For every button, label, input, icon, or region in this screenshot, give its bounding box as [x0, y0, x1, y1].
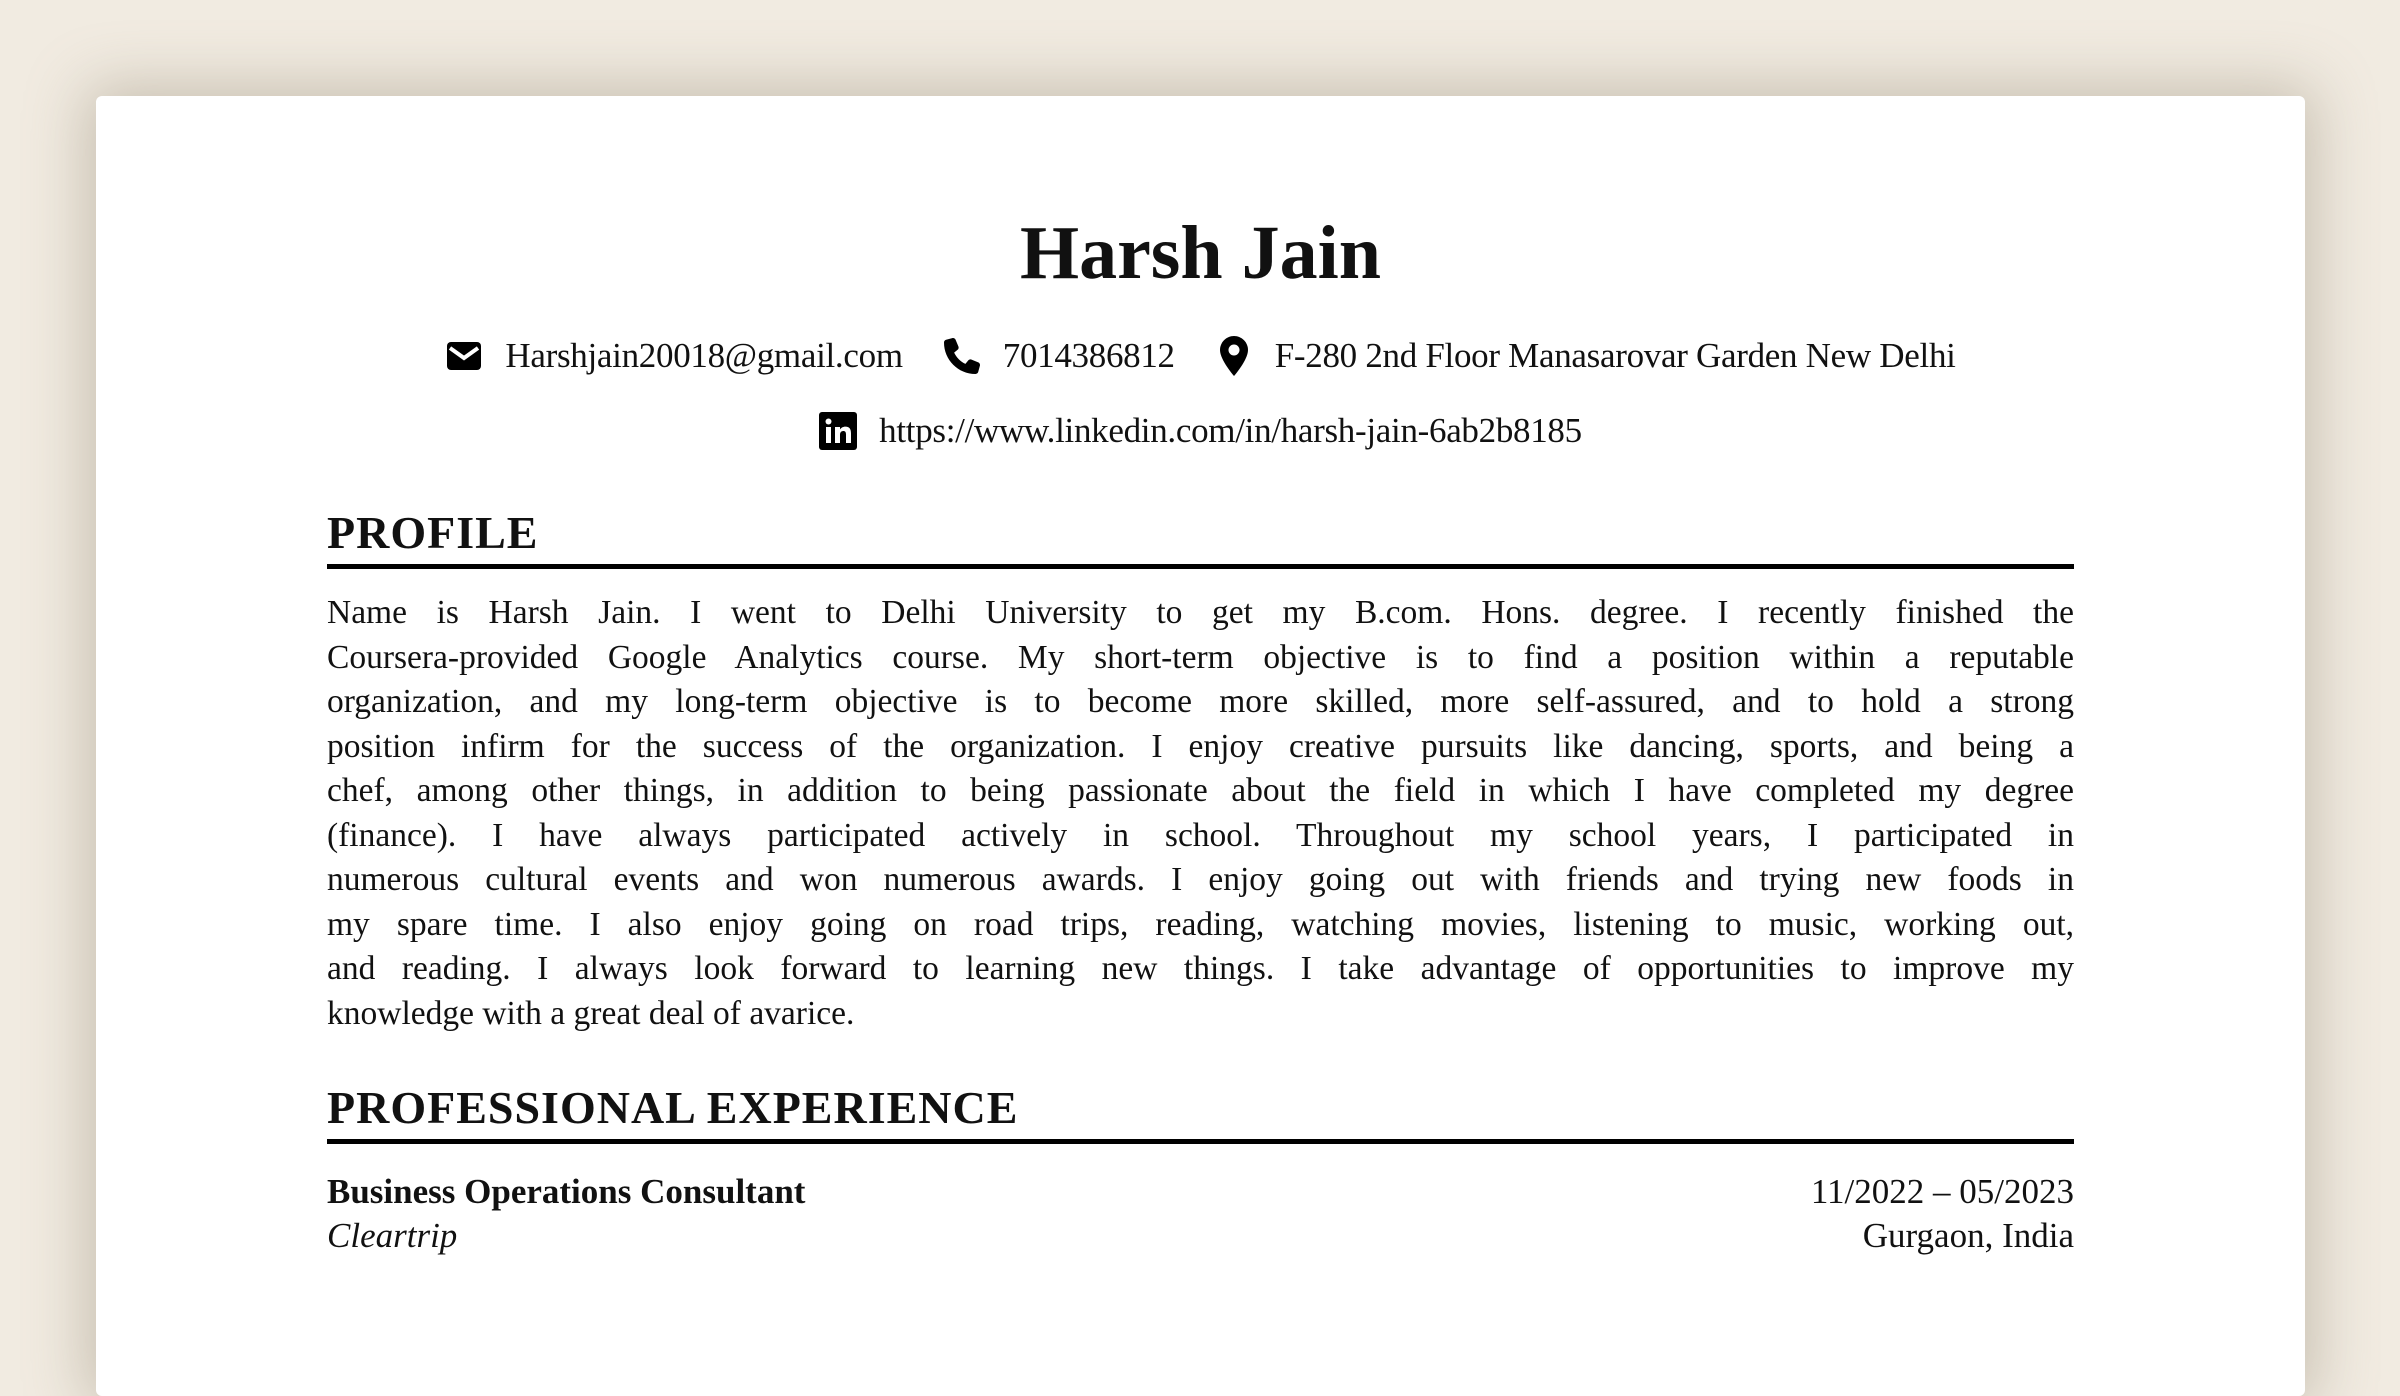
job-company: Cleartrip	[327, 1216, 458, 1255]
envelope-icon	[445, 337, 483, 375]
profile-section	[327, 506, 2074, 1036]
address-text: F-280 2nd Floor Manasarovar Garden New Delhi	[1274, 336, 1956, 375]
section-divider	[327, 1139, 2074, 1144]
profile-text	[327, 591, 2074, 1036]
job-row-secondary	[327, 1214, 2074, 1258]
email-text: Harshjain20018@gmail.com	[505, 336, 903, 375]
section-divider	[327, 564, 2074, 569]
profile-line: numerous cultural events and won numerous awards. I enjoy going out with friends and trying new foods in	[327, 861, 2074, 898]
section-title-profile: PROFILE	[327, 507, 539, 558]
profile-line: (finance). I have always participated actively in school. Throughout my school years, I participated in	[327, 816, 2074, 854]
profile-line: Name is Harsh Jain. I went to Delhi University to get my B.com. Hons. degree. I recently finished the	[327, 594, 2074, 631]
section-title-experience: PROFESSIONAL EXPERIENCE	[327, 1082, 1019, 1133]
job-row-primary	[327, 1170, 2074, 1214]
profile-line: my spare time. I also enjoy going on road trips, reading, watching movies, listening to music, working out,	[327, 905, 2074, 943]
profile-line: knowledge with a great deal of avarice.	[327, 994, 855, 1032]
contact-linkedin[interactable]	[819, 409, 1582, 453]
resume-page	[96, 96, 2305, 1396]
contact-phone[interactable]	[943, 334, 1175, 378]
contact-address	[1215, 334, 1956, 378]
phone-icon	[943, 337, 981, 375]
contact-row-secondary	[96, 409, 2305, 453]
profile-line: Coursera-provided Google Analytics course. My short-term objective is to find a position within a reputable	[327, 638, 2074, 676]
job-dates: 11/2022 – 05/2023	[1810, 1172, 2074, 1211]
linkedin-url: https://www.linkedin.com/in/harsh-jain-6ab2b8185	[879, 411, 1582, 450]
map-pin-icon	[1215, 337, 1253, 375]
resume-name: Harsh Jain	[1019, 211, 1382, 295]
profile-line: position infirm for the success of the organization. I enjoy creative pursuits like dancing, sports, and being a	[327, 727, 2074, 765]
linkedin-icon	[819, 412, 857, 450]
profile-line: chef, among other things, in addition to being passionate about the field in which I have completed my degree	[327, 772, 2074, 809]
profile-line: organization, and my long-term objective is to become more skilled, more self-assured, and to hold a strong	[327, 683, 2074, 720]
job-entry	[327, 1170, 2074, 1258]
job-title: Business Operations Consultant	[327, 1172, 806, 1211]
contact-email[interactable]	[445, 334, 902, 378]
profile-line: and reading. I always look forward to learning new things. I take advantage of opportunities to improve my	[327, 950, 2074, 987]
contact-row-primary	[96, 334, 2305, 378]
job-location: Gurgaon, India	[1862, 1216, 2074, 1255]
phone-text: 7014386812	[1002, 336, 1175, 375]
experience-section	[327, 1081, 2074, 1258]
